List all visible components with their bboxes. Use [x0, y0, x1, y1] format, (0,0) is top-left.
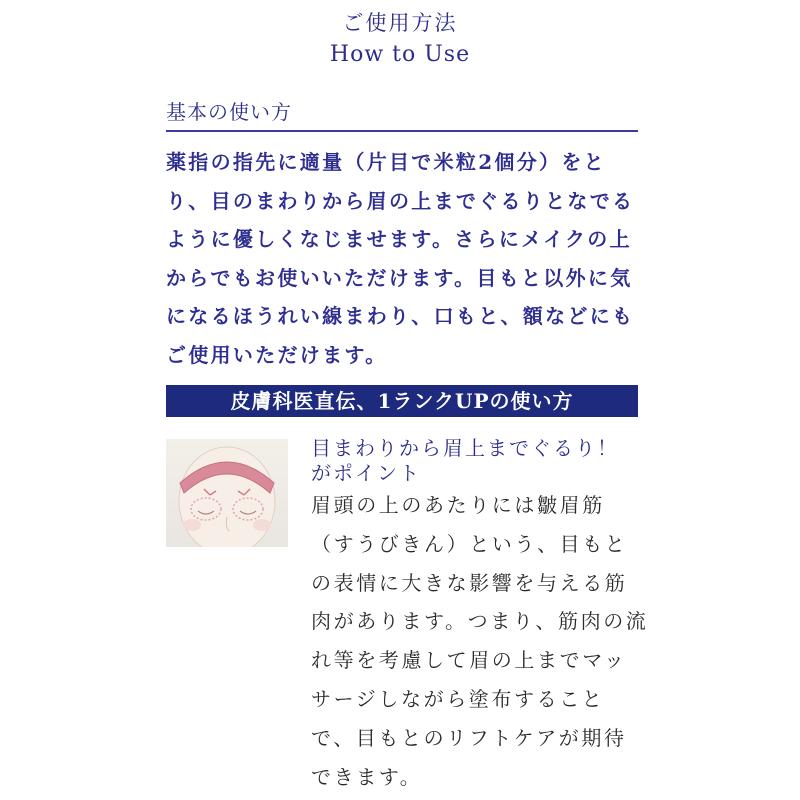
point-description: 眉頭の上のあたりには皺眉筋 （すうびきん）という、目もと の表情に大きな影響を与える筋 肉があります。つまり、筋肉の流 れ等を考慮して眉の上までマッ サージしながら塗布すること で、目もとのリフトケアが期待 できます。 [311, 493, 649, 789]
dermatologist-tip-banner: 皮膚科医直伝、1ランクUPの使い方 [166, 385, 638, 417]
title-japanese: ご使用方法 [342, 11, 458, 35]
title-english: How to Use [329, 42, 471, 67]
basic-usage-text: 薬指の指先に適量（片目で米粒2個分）をと り、目のまわりから眉の上までぐるりとなでる ように優しくなじませます。さらにメイクの上 からでもお使いいただけます。目もと以外に気 になるほうれい線まわり、口もと、額などにも ご使用いただけます。 [166, 150, 635, 367]
basic-usage-heading: 基本の使い方 [166, 96, 638, 132]
page-header [0, 6, 800, 70]
point-title: 目まわりから眉上までぐるり！ がポイント [311, 436, 619, 485]
face-massage-illustration [166, 439, 288, 547]
